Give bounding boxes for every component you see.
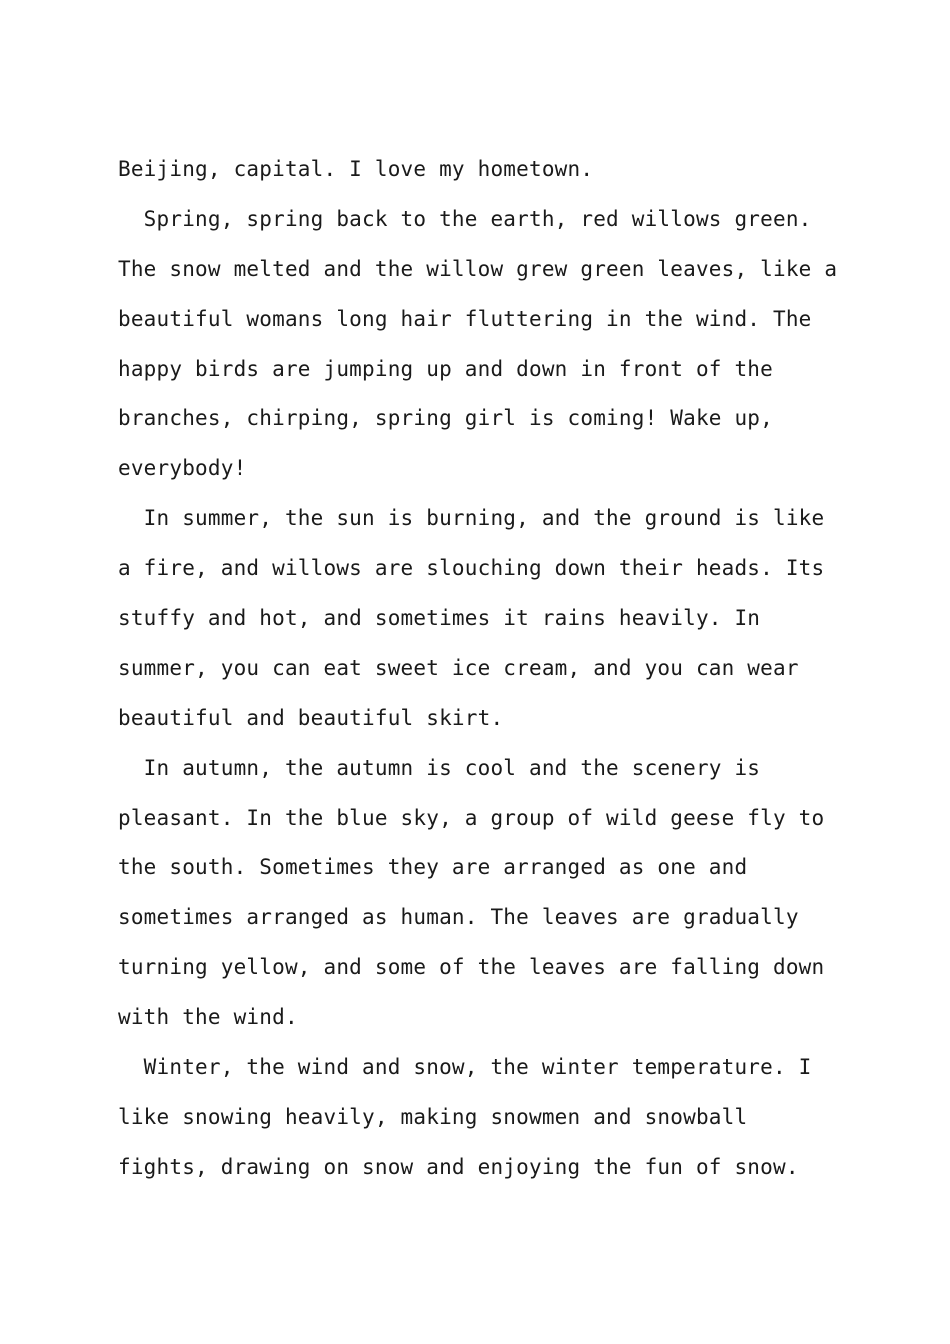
text-line: In autumn, the autumn is cool and the scenery is [118,755,761,780]
text-line: The snow melted and the willow grew green leaves, like a [118,256,838,281]
text-line: fights, drawing on snow and enjoying the fun of snow. [118,1154,799,1179]
text-line: beautiful and beautiful skirt. [118,705,504,730]
text-line: Winter, the wind and snow, the winter temperature. I [118,1055,812,1080]
text-line: turning yellow, and some of the leaves are falling down [118,955,825,980]
text-line: In summer, the sun is burning, and the ground is like [118,506,825,531]
text-line: Spring, spring back to the earth, red willows green. [118,206,812,231]
text-line: a fire, and willows are slouching down their heads. Its [118,556,825,581]
text-line: with the wind. [118,1005,298,1030]
text-line: like snowing heavily, making snowmen and snowball [118,1104,748,1129]
text-line: everybody! [118,456,247,481]
text-line: beautiful womans long hair fluttering in the wind. The [118,306,812,331]
text-line: stuffy and hot, and sometimes it rains heavily. In [118,606,761,631]
text-line: sometimes arranged as human. The leaves are gradually [118,905,799,930]
essay-text [118,145,848,1193]
text-line: summer, you can eat sweet ice cream, and you can wear [118,655,799,680]
text-line: pleasant. In the blue sky, a group of wild geese fly to [118,805,825,830]
text-line: happy birds are jumping up and down in front of the [118,356,773,381]
text-line: Beijing, capital. I love my hometown. [118,157,594,181]
text-line: branches, chirping, spring girl is coming! Wake up, [118,406,773,431]
text-line: the south. Sometimes they are arranged as one and [118,855,748,880]
